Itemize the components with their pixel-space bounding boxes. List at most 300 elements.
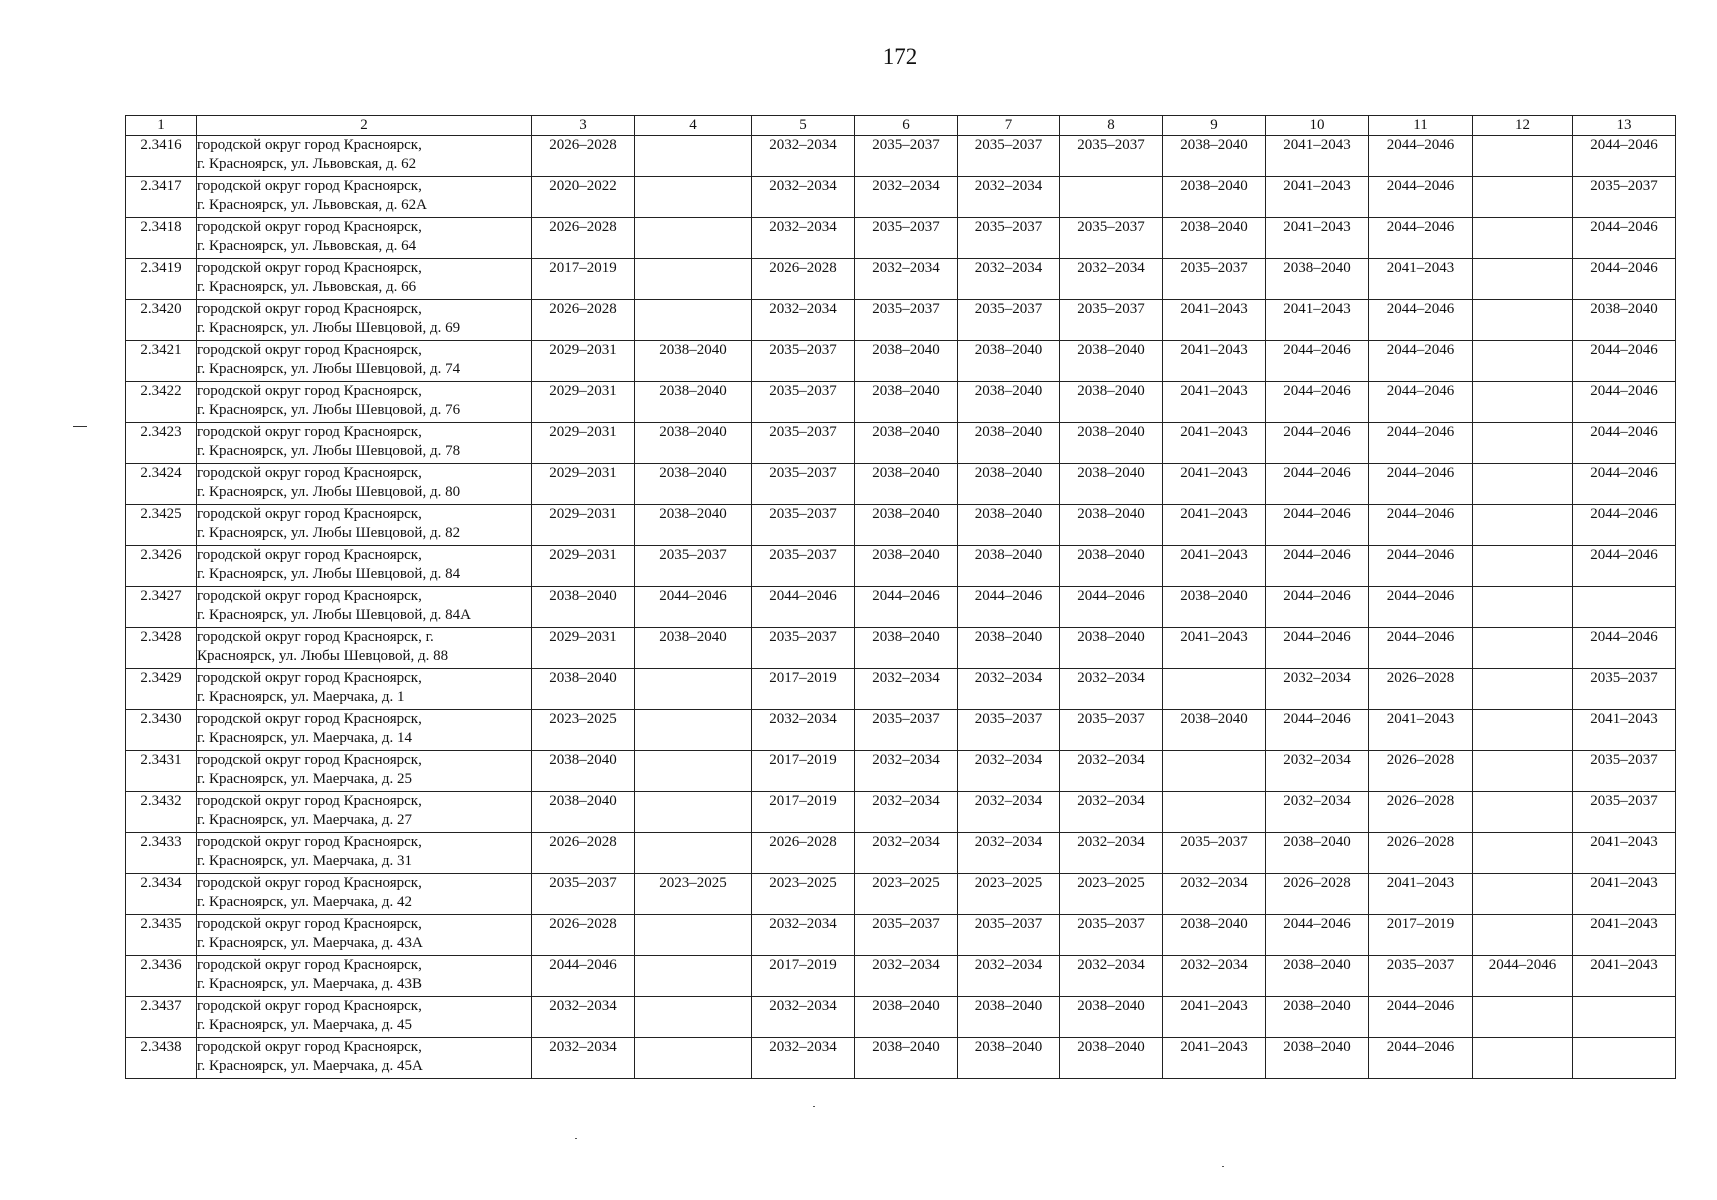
- table-row: [126, 341, 1676, 382]
- address-line: городской округ город Красноярск,: [197, 506, 422, 522]
- period-cell: 2032–2034: [958, 669, 1060, 710]
- period-cell: 2035–2037: [1369, 956, 1473, 997]
- period-cell: [1473, 177, 1573, 218]
- scan-speck: [575, 1138, 577, 1139]
- period-cell: 2032–2034: [1060, 833, 1163, 874]
- period-cell: 2044–2046: [1369, 341, 1473, 382]
- address-cell: [197, 956, 532, 997]
- row-number: 2.3433: [126, 833, 197, 874]
- period-cell: 2038–2040: [958, 423, 1060, 464]
- period-cell: 2038–2040: [1060, 505, 1163, 546]
- period-cell: [1473, 218, 1573, 259]
- period-cell: 2032–2034: [752, 300, 855, 341]
- period-cell: 2038–2040: [1163, 587, 1266, 628]
- period-cell: 2041–2043: [1163, 300, 1266, 341]
- address-cell: [197, 546, 532, 587]
- period-cell: 2032–2034: [855, 956, 958, 997]
- period-cell: 2038–2040: [1060, 1038, 1163, 1079]
- period-cell: 2035–2037: [1060, 300, 1163, 341]
- period-cell: 2041–2043: [1573, 833, 1676, 874]
- period-cell: 2035–2037: [752, 464, 855, 505]
- address-line: г. Красноярск, ул. Любы Шевцовой, д. 76: [197, 402, 461, 418]
- period-cell: 2038–2040: [855, 382, 958, 423]
- period-cell: 2041–2043: [1573, 956, 1676, 997]
- address-cell: [197, 751, 532, 792]
- row-number: 2.3434: [126, 874, 197, 915]
- period-cell: [1473, 259, 1573, 300]
- period-cell: 2035–2037: [958, 136, 1060, 177]
- address-cell: [197, 218, 532, 259]
- address-line: г. Красноярск, ул. Маерчака, д. 25: [197, 771, 413, 787]
- period-cell: 2041–2043: [1163, 423, 1266, 464]
- period-cell: 2032–2034: [532, 997, 635, 1038]
- table-row: [126, 464, 1676, 505]
- period-cell: 2035–2037: [1060, 218, 1163, 259]
- period-cell: 2038–2040: [532, 792, 635, 833]
- address-line: г. Красноярск, ул. Маерчака, д. 27: [197, 812, 413, 828]
- row-number: 2.3421: [126, 341, 197, 382]
- period-cell: 2035–2037: [1163, 833, 1266, 874]
- address-line: городской округ город Красноярск, г.: [197, 629, 434, 645]
- address-line: городской округ город Красноярск,: [197, 588, 422, 604]
- period-cell: [635, 751, 752, 792]
- period-cell: 2038–2040: [1163, 915, 1266, 956]
- period-cell: [635, 915, 752, 956]
- period-cell: 2041–2043: [1163, 382, 1266, 423]
- period-cell: 2035–2037: [752, 423, 855, 464]
- row-number: 2.3416: [126, 136, 197, 177]
- row-number: 2.3436: [126, 956, 197, 997]
- period-cell: 2038–2040: [635, 341, 752, 382]
- row-number: 2.3435: [126, 915, 197, 956]
- address-line: городской округ город Красноярск,: [197, 219, 422, 235]
- period-cell: 2029–2031: [532, 505, 635, 546]
- period-cell: 2038–2040: [635, 382, 752, 423]
- period-cell: 2044–2046: [1573, 628, 1676, 669]
- address-cell: [197, 505, 532, 546]
- period-cell: 2044–2046: [1266, 382, 1369, 423]
- period-cell: 2029–2031: [532, 341, 635, 382]
- row-number: 2.3426: [126, 546, 197, 587]
- period-cell: [1473, 792, 1573, 833]
- period-cell: 2020–2022: [532, 177, 635, 218]
- period-cell: 2026–2028: [532, 136, 635, 177]
- period-cell: 2038–2040: [855, 997, 958, 1038]
- period-cell: 2032–2034: [1060, 792, 1163, 833]
- period-cell: 2035–2037: [1573, 177, 1676, 218]
- period-cell: [1573, 587, 1676, 628]
- column-header: 13: [1573, 116, 1676, 136]
- row-number: 2.3423: [126, 423, 197, 464]
- period-cell: [635, 177, 752, 218]
- row-number: 2.3422: [126, 382, 197, 423]
- table-row: [126, 669, 1676, 710]
- table-row: [126, 177, 1676, 218]
- header-row: [126, 116, 1676, 136]
- period-cell: 2044–2046: [855, 587, 958, 628]
- period-cell: 2038–2040: [855, 341, 958, 382]
- column-header: 7: [958, 116, 1060, 136]
- address-line: городской округ город Красноярск,: [197, 834, 422, 850]
- address-cell: [197, 341, 532, 382]
- period-cell: 2023–2025: [752, 874, 855, 915]
- address-line: городской округ город Красноярск,: [197, 670, 422, 686]
- period-cell: 2044–2046: [1473, 956, 1573, 997]
- period-cell: [1473, 382, 1573, 423]
- row-number: 2.3424: [126, 464, 197, 505]
- table-row: [126, 300, 1676, 341]
- row-number: 2.3432: [126, 792, 197, 833]
- address-cell: [197, 1038, 532, 1079]
- period-cell: 2032–2034: [855, 259, 958, 300]
- period-cell: 2035–2037: [635, 546, 752, 587]
- period-cell: 2038–2040: [1266, 956, 1369, 997]
- period-cell: 2038–2040: [855, 423, 958, 464]
- period-cell: 2044–2046: [1266, 587, 1369, 628]
- column-header: 1: [126, 116, 197, 136]
- period-cell: 2044–2046: [1573, 136, 1676, 177]
- column-header: 10: [1266, 116, 1369, 136]
- period-cell: 2026–2028: [752, 833, 855, 874]
- address-line: городской округ город Красноярск,: [197, 957, 422, 973]
- period-cell: [635, 1038, 752, 1079]
- period-cell: 2032–2034: [1163, 956, 1266, 997]
- address-line: городской округ город Красноярск,: [197, 465, 422, 481]
- period-cell: 2044–2046: [1266, 710, 1369, 751]
- address-line: городской округ город Красноярск,: [197, 342, 422, 358]
- period-cell: 2029–2031: [532, 423, 635, 464]
- address-line: г. Красноярск, ул. Львовская, д. 66: [197, 279, 417, 295]
- period-cell: 2038–2040: [532, 751, 635, 792]
- column-header: 4: [635, 116, 752, 136]
- period-cell: 2035–2037: [855, 136, 958, 177]
- period-cell: 2035–2037: [752, 382, 855, 423]
- address-line: г. Красноярск, ул. Любы Шевцовой, д. 74: [197, 361, 461, 377]
- period-cell: 2041–2043: [1266, 300, 1369, 341]
- table-row: [126, 587, 1676, 628]
- address-line: городской округ город Красноярск,: [197, 424, 422, 440]
- period-cell: 2023–2025: [532, 710, 635, 751]
- column-header: 2: [197, 116, 532, 136]
- period-cell: 2038–2040: [1266, 1038, 1369, 1079]
- period-cell: 2038–2040: [855, 464, 958, 505]
- period-cell: 2032–2034: [855, 792, 958, 833]
- period-cell: 2035–2037: [752, 628, 855, 669]
- period-cell: 2032–2034: [1163, 874, 1266, 915]
- address-line: г. Красноярск, ул. Маерчака, д. 43А: [197, 935, 423, 951]
- period-cell: 2044–2046: [1266, 505, 1369, 546]
- period-cell: 2044–2046: [1369, 423, 1473, 464]
- column-header: 5: [752, 116, 855, 136]
- period-cell: 2032–2034: [958, 792, 1060, 833]
- period-cell: [1473, 669, 1573, 710]
- address-cell: [197, 177, 532, 218]
- address-line: городской округ город Красноярск,: [197, 793, 422, 809]
- period-cell: [1473, 833, 1573, 874]
- address-line: городской округ город Красноярск,: [197, 260, 422, 276]
- period-cell: 2032–2034: [1060, 259, 1163, 300]
- period-cell: [1473, 1038, 1573, 1079]
- address-line: г. Красноярск, ул. Любы Шевцовой, д. 80: [197, 484, 461, 500]
- period-cell: 2035–2037: [1573, 669, 1676, 710]
- period-cell: 2044–2046: [1573, 218, 1676, 259]
- period-cell: 2029–2031: [532, 464, 635, 505]
- period-cell: 2044–2046: [1573, 464, 1676, 505]
- period-cell: 2038–2040: [1266, 997, 1369, 1038]
- table-row: [126, 259, 1676, 300]
- column-header: 6: [855, 116, 958, 136]
- period-cell: 2038–2040: [958, 628, 1060, 669]
- period-cell: 2023–2025: [1060, 874, 1163, 915]
- period-cell: 2032–2034: [1266, 792, 1369, 833]
- period-cell: 2035–2037: [752, 341, 855, 382]
- period-cell: 2044–2046: [1369, 464, 1473, 505]
- period-cell: 2044–2046: [1573, 505, 1676, 546]
- table-row: [126, 710, 1676, 751]
- period-cell: 2035–2037: [532, 874, 635, 915]
- period-cell: 2044–2046: [1369, 997, 1473, 1038]
- period-cell: 2035–2037: [752, 505, 855, 546]
- period-cell: 2044–2046: [1573, 382, 1676, 423]
- period-cell: [1473, 874, 1573, 915]
- period-cell: 2038–2040: [532, 669, 635, 710]
- period-cell: 2044–2046: [1369, 300, 1473, 341]
- period-cell: 2038–2040: [532, 587, 635, 628]
- period-cell: [1473, 464, 1573, 505]
- period-cell: [1473, 710, 1573, 751]
- row-number: 2.3430: [126, 710, 197, 751]
- period-cell: 2035–2037: [1163, 259, 1266, 300]
- period-cell: 2044–2046: [1266, 628, 1369, 669]
- period-cell: [635, 710, 752, 751]
- period-cell: 2026–2028: [532, 915, 635, 956]
- period-cell: 2044–2046: [1369, 382, 1473, 423]
- period-cell: [1163, 669, 1266, 710]
- table-row: [126, 505, 1676, 546]
- period-cell: 2044–2046: [1573, 423, 1676, 464]
- period-cell: 2041–2043: [1573, 874, 1676, 915]
- address-line: г. Красноярск, ул. Маерчака, д. 45: [197, 1017, 413, 1033]
- period-cell: 2038–2040: [855, 1038, 958, 1079]
- address-line: г. Красноярск, ул. Любы Шевцовой, д. 82: [197, 525, 461, 541]
- address-line: г. Красноярск, ул. Маерчака, д. 43В: [197, 976, 423, 992]
- period-cell: 2026–2028: [532, 218, 635, 259]
- address-cell: [197, 300, 532, 341]
- period-cell: 2026–2028: [1369, 792, 1473, 833]
- period-cell: 2032–2034: [752, 218, 855, 259]
- period-cell: 2038–2040: [855, 505, 958, 546]
- period-cell: [1060, 177, 1163, 218]
- period-cell: 2017–2019: [752, 669, 855, 710]
- period-cell: [1473, 423, 1573, 464]
- period-cell: 2032–2034: [1266, 751, 1369, 792]
- address-line: Красноярск, ул. Любы Шевцовой, д. 88: [197, 648, 449, 664]
- address-cell: [197, 259, 532, 300]
- address-line: г. Красноярск, ул. Маерчака, д. 45А: [197, 1058, 423, 1074]
- period-cell: 2035–2037: [958, 218, 1060, 259]
- period-cell: [635, 997, 752, 1038]
- address-line: городской округ город Красноярск,: [197, 998, 422, 1014]
- table-row: [126, 136, 1676, 177]
- period-cell: 2032–2034: [1060, 956, 1163, 997]
- period-cell: [635, 669, 752, 710]
- period-cell: 2032–2034: [855, 669, 958, 710]
- period-cell: 2017–2019: [1369, 915, 1473, 956]
- address-line: г. Красноярск, ул. Львовская, д. 62: [197, 156, 417, 172]
- period-cell: 2032–2034: [1060, 751, 1163, 792]
- period-cell: 2026–2028: [532, 300, 635, 341]
- column-header: 11: [1369, 116, 1473, 136]
- row-number: 2.3418: [126, 218, 197, 259]
- period-cell: 2032–2034: [752, 915, 855, 956]
- table-row: [126, 751, 1676, 792]
- address-line: г. Красноярск, ул. Любы Шевцовой, д. 69: [197, 320, 461, 336]
- period-cell: 2035–2037: [1060, 136, 1163, 177]
- period-cell: 2038–2040: [635, 505, 752, 546]
- period-cell: 2044–2046: [752, 587, 855, 628]
- period-cell: 2041–2043: [1369, 874, 1473, 915]
- period-cell: 2041–2043: [1163, 1038, 1266, 1079]
- margin-mark: [73, 426, 87, 427]
- period-cell: 2044–2046: [1573, 259, 1676, 300]
- period-cell: 2026–2028: [752, 259, 855, 300]
- address-cell: [197, 628, 532, 669]
- period-cell: 2035–2037: [855, 300, 958, 341]
- period-cell: 2038–2040: [1573, 300, 1676, 341]
- address-line: г. Красноярск, ул. Любы Шевцовой, д. 84: [197, 566, 461, 582]
- period-cell: 2032–2034: [855, 833, 958, 874]
- table-row: [126, 423, 1676, 464]
- period-cell: 2038–2040: [958, 505, 1060, 546]
- schedule-table: [125, 115, 1676, 1079]
- period-cell: [1473, 628, 1573, 669]
- table-row: [126, 382, 1676, 423]
- period-cell: 2038–2040: [1060, 628, 1163, 669]
- period-cell: 2026–2028: [1266, 874, 1369, 915]
- period-cell: 2038–2040: [1163, 218, 1266, 259]
- period-cell: [1163, 751, 1266, 792]
- period-cell: 2035–2037: [1573, 792, 1676, 833]
- period-cell: 2032–2034: [958, 833, 1060, 874]
- period-cell: 2044–2046: [958, 587, 1060, 628]
- scan-speck: [813, 1106, 815, 1107]
- period-cell: 2044–2046: [1060, 587, 1163, 628]
- period-cell: [1473, 997, 1573, 1038]
- period-cell: 2038–2040: [1163, 710, 1266, 751]
- period-cell: 2038–2040: [1060, 341, 1163, 382]
- period-cell: 2032–2034: [752, 177, 855, 218]
- table-row: [126, 874, 1676, 915]
- period-cell: 2038–2040: [635, 628, 752, 669]
- period-cell: 2041–2043: [1369, 710, 1473, 751]
- row-number: 2.3428: [126, 628, 197, 669]
- period-cell: 2041–2043: [1266, 136, 1369, 177]
- period-cell: 2026–2028: [1369, 833, 1473, 874]
- period-cell: 2035–2037: [958, 300, 1060, 341]
- period-cell: 2035–2037: [1573, 751, 1676, 792]
- address-cell: [197, 833, 532, 874]
- period-cell: 2035–2037: [752, 546, 855, 587]
- period-cell: [1473, 505, 1573, 546]
- address-cell: [197, 669, 532, 710]
- address-line: городской округ город Красноярск,: [197, 875, 422, 891]
- period-cell: 2044–2046: [1369, 505, 1473, 546]
- period-cell: 2017–2019: [752, 956, 855, 997]
- period-cell: 2026–2028: [1369, 751, 1473, 792]
- period-cell: [1473, 300, 1573, 341]
- period-cell: 2032–2034: [958, 751, 1060, 792]
- address-line: г. Красноярск, ул. Маерчака, д. 14: [197, 730, 413, 746]
- scan-speck: [1222, 1166, 1224, 1167]
- address-cell: [197, 136, 532, 177]
- period-cell: 2041–2043: [1266, 218, 1369, 259]
- period-cell: [1473, 546, 1573, 587]
- period-cell: 2041–2043: [1163, 546, 1266, 587]
- period-cell: 2029–2031: [532, 628, 635, 669]
- address-cell: [197, 710, 532, 751]
- page-number: 172: [882, 44, 918, 69]
- address-line: городской округ город Красноярск,: [197, 178, 422, 194]
- address-line: г. Красноярск, ул. Львовская, д. 62А: [197, 197, 427, 213]
- period-cell: 2032–2034: [752, 136, 855, 177]
- address-line: городской округ город Красноярск,: [197, 752, 422, 768]
- period-cell: 2032–2034: [958, 259, 1060, 300]
- period-cell: 2038–2040: [1060, 382, 1163, 423]
- period-cell: 2038–2040: [1060, 546, 1163, 587]
- period-cell: 2044–2046: [1369, 136, 1473, 177]
- column-header: 12: [1473, 116, 1573, 136]
- period-cell: [635, 218, 752, 259]
- period-cell: 2029–2031: [532, 382, 635, 423]
- period-cell: 2044–2046: [1266, 546, 1369, 587]
- period-cell: 2029–2031: [532, 546, 635, 587]
- table-row: [126, 915, 1676, 956]
- period-cell: 2023–2025: [958, 874, 1060, 915]
- row-number: 2.3437: [126, 997, 197, 1038]
- address-line: городской округ город Красноярск,: [197, 711, 422, 727]
- period-cell: 2041–2043: [1573, 710, 1676, 751]
- period-cell: 2044–2046: [1266, 915, 1369, 956]
- period-cell: 2035–2037: [1060, 710, 1163, 751]
- table-row: [126, 997, 1676, 1038]
- period-cell: 2044–2046: [1266, 423, 1369, 464]
- address-cell: [197, 915, 532, 956]
- address-cell: [197, 464, 532, 505]
- period-cell: 2038–2040: [1163, 177, 1266, 218]
- address-cell: [197, 587, 532, 628]
- period-cell: [635, 300, 752, 341]
- table-row: [126, 628, 1676, 669]
- address-cell: [197, 997, 532, 1038]
- period-cell: [1573, 1038, 1676, 1079]
- period-cell: 2032–2034: [958, 956, 1060, 997]
- address-line: городской округ город Красноярск,: [197, 383, 422, 399]
- period-cell: 2026–2028: [532, 833, 635, 874]
- period-cell: 2038–2040: [958, 341, 1060, 382]
- period-cell: 2044–2046: [1369, 628, 1473, 669]
- period-cell: 2038–2040: [958, 997, 1060, 1038]
- address-cell: [197, 423, 532, 464]
- period-cell: [1163, 792, 1266, 833]
- period-cell: 2023–2025: [855, 874, 958, 915]
- period-cell: 2017–2019: [752, 792, 855, 833]
- period-cell: 2032–2034: [855, 177, 958, 218]
- row-number: 2.3425: [126, 505, 197, 546]
- column-header: 3: [532, 116, 635, 136]
- period-cell: 2032–2034: [1266, 669, 1369, 710]
- period-cell: 2032–2034: [532, 1038, 635, 1079]
- period-cell: [635, 833, 752, 874]
